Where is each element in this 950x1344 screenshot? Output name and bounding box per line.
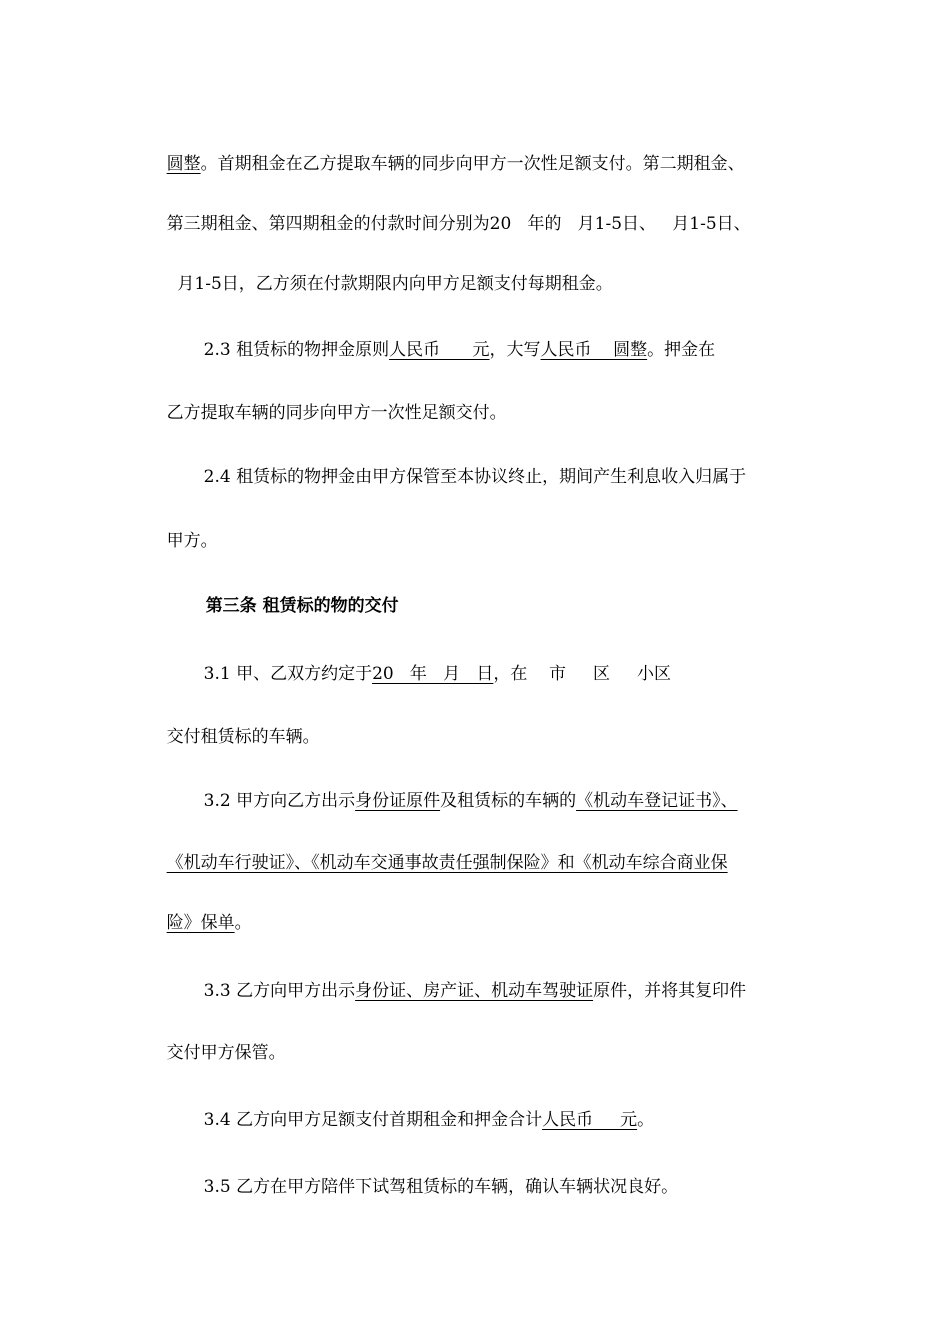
underlined-date: 20 年 月 日 [372, 664, 494, 684]
clause-2-3-line-1 [182, 314, 842, 386]
text-segment: 原件，并将其复印件 [593, 981, 747, 1001]
text-segment: 第三期租金、第四期租金的付款时间分别为20 年的 月1-5日、 月1-5日、 [166, 214, 751, 234]
clause-2-4-line-2 [145, 505, 805, 577]
text-segment: 。押金在 [647, 340, 716, 360]
text-segment: 。首期租金在乙方提取车辆的同步向甲方一次性足额支付。第二期租金、 [200, 154, 745, 174]
para-line-3 [145, 248, 805, 320]
text-segment: ，大写 [489, 340, 541, 360]
clause-3-4-line-1 [182, 1084, 842, 1156]
text-segment: 乙方提取车辆的同步向甲方一次性足额交付。 [166, 403, 507, 423]
clause-3-1-line-1 [182, 638, 842, 710]
heading-text: 第三条 租赁标的物的交付 [205, 596, 399, 616]
underlined-tenant-documents: 身份证、房产证、机动车驾驶证 [355, 981, 594, 1001]
text-segment: 交付租赁标的车辆。 [166, 727, 320, 747]
underlined-amount: 圆整 [166, 154, 201, 174]
text-segment: ，在 市 区 小区 [493, 664, 672, 684]
text-segment: 3.5 乙方在甲方陪伴下试驾租赁标的车辆，确认车辆状况良好。 [203, 1177, 679, 1197]
text-segment: 3.4 乙方向甲方足额支付首期租金和押金合计 [203, 1110, 543, 1130]
clause-3-2-line-3 [145, 887, 805, 959]
clause-3-5-line-1 [182, 1151, 842, 1223]
text-segment: 3.2 甲方向乙方出示 [203, 791, 356, 811]
underlined-deposit-words: 人民币 圆整 [540, 340, 648, 360]
underlined-policy: 险》保单 [166, 913, 235, 933]
underlined-deposit-amount: 人民币 元 [389, 340, 490, 360]
clause-2-3-line-2 [145, 377, 805, 449]
underlined-documents: 《机动车行驶证》、《机动车交通事故责任强制保险》和《机动车综合商业保 [166, 853, 728, 873]
underlined-registration-cert: 《机动车登记证书》、 [576, 791, 738, 811]
text-segment: 3.3 乙方向甲方出示 [203, 981, 356, 1001]
text-segment: 及租赁标的车辆的 [440, 791, 577, 811]
text-segment: 2.4 租赁标的物押金由甲方保管至本协议终止，期间产生利息收入归属于 [203, 467, 747, 487]
text-segment: 。 [234, 913, 252, 933]
clause-3-3-line-2 [145, 1017, 805, 1089]
underlined-total-amount: 人民币 元 [542, 1110, 638, 1130]
text-segment: 交付甲方保管。 [166, 1043, 286, 1063]
text-segment: 甲方。 [166, 531, 218, 551]
text-segment: 。 [637, 1110, 655, 1130]
clause-3-1-line-2 [145, 701, 805, 773]
section-heading-article-3 [182, 570, 842, 642]
text-segment: 2.3 租赁标的物押金原则 [203, 340, 390, 360]
underlined-id-original: 身份证原件 [355, 791, 441, 811]
clause-2-4-line-1 [182, 441, 842, 513]
text-segment: 3.1 甲、乙双方约定于 [203, 664, 373, 684]
text-segment: 月1-5日，乙方须在付款期限内向甲方足额支付每期租金。 [166, 274, 613, 294]
